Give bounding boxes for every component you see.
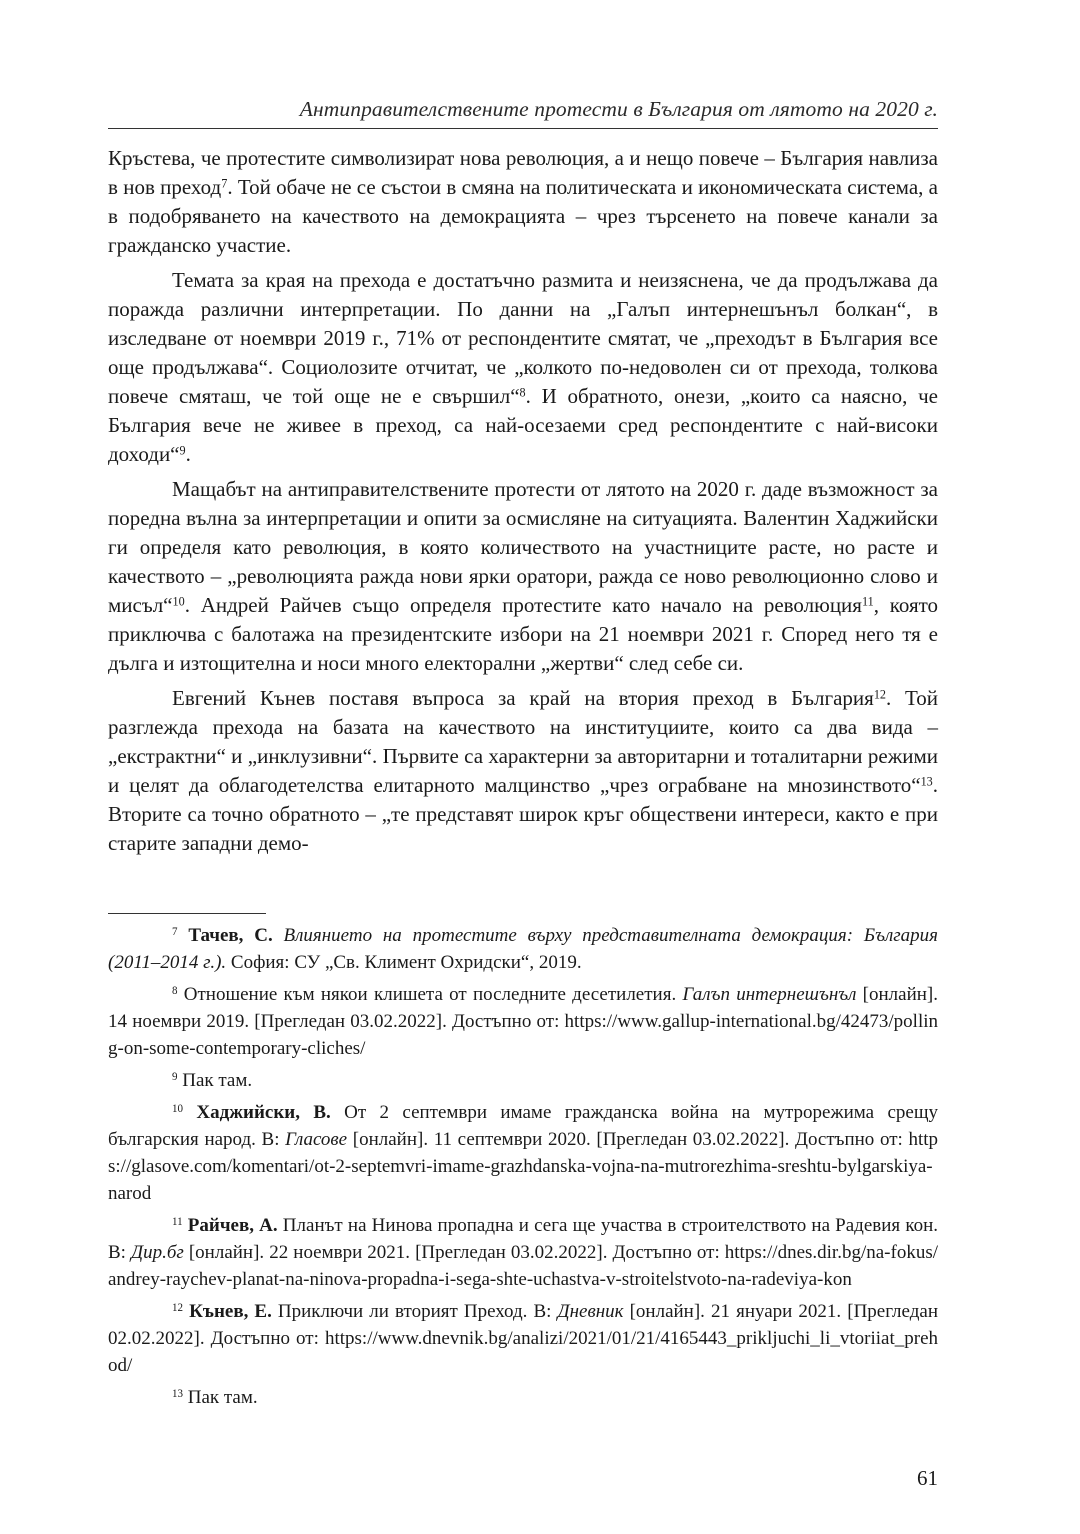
footnote-ref-12[interactable]: 12 bbox=[873, 687, 886, 702]
footnote-link[interactable]: https://dnes.dir.bg/na-fokus/andrey-raychev-planat-na-ninova-propadna-i-sega-shte-uchastva-v-stroitelstvoto-na-radeviya-kon bbox=[108, 1242, 938, 1290]
paragraph-3: Мащабът на антиправителствените протести от лятото на 2020 г. даде възможност за поредна вълна за интерпретации и опити за осмисляне на ситуацията. Валентин Хаджийски ги определя като революция, в която количеството на участниците расте, но расте и качеството – „революцията ражда нови ярки оратори, ражда се ново революционно слово и мисъл“$^{10}$. Андрей Райчев също определя протестите като начало на революция$^{11}$, която приключва с балотажа на президентските избори на 21 ноември 2021 г. Според него тя е дълга и изтощителна и носи много електорални „жертви“ след себе си. bbox=[108, 477, 939, 675]
footnote-8: $^8$ Отношение към някои клишета от последните десетилетия. Галъп интернешънъл [онлайн]. 14 ноември 2019. [Прегледан 03.02.2022]. Достъпно от: https://www.gallup-international.bg/42473/polling-on-some-contemporary-cliches/ bbox=[108, 984, 938, 1059]
footnote-ref-8[interactable]: 8 bbox=[519, 385, 526, 400]
footnote-ref-9[interactable]: 9 bbox=[179, 443, 186, 458]
footnote-9: $^9$ Пак там. bbox=[172, 1070, 253, 1091]
footnotes bbox=[108, 922, 938, 1416]
paragraph-2: Темата за края на прехода е достатъчно размита и неизяснена, че да продължава да поражда различни интерпретации. По данни на „Галъп интернешънъл болкан“, в изследване от ноември 2019 г., 71% от респондентите смятат, че „преходът в България все още продължава“. Социолозите отчитат, че „колкото по-недоволен си от прехода, толкова повече смяташ, че той още не е свършил“$^8$. И обратното, онези, „които са наясно, че България вече не живее в преход, са най-осезаеми сред респондентите с най-високи доходи“$^9$. bbox=[108, 268, 938, 466]
footnote-ref-10[interactable]: 10 bbox=[172, 594, 185, 609]
footnote-ref-11[interactable]: 11 bbox=[861, 594, 874, 609]
footnote-link[interactable]: https://glasove.com/komentari/ot-2-septemvri-imame-grazhdanska-vojna-na-mutrorezhima-sreshtu-bylgarskiya-narod bbox=[108, 1129, 938, 1204]
footnote-11: $^{11}$ Райчев, А. Планът на Нинова пропадна и сега ще участва в строителството на Радевия кон. В: Дир.бг [онлайн]. 22 ноември 2021. [Прегледан 03.02.2022]. Достъпно от: https://dnes.dir.bg/na-fokus/andrey-raychev-planat-na-ninova-propadna-i-sega-shte-uchastva-v-stroitelstvoto-na-radeviya-kon bbox=[108, 1215, 939, 1290]
footnote-10: $^{10}$ Хаджийски, В. От 2 септември имаме гражданска война на мутрорежима срещу българския народ. В: Гласове [онлайн]. 11 септември 2020. [Прегледан 03.02.2022]. Достъпно от: https://glasove.com/komentari/ot-2-septemvri-imame-grazhdanska-vojna-na-mutrorezhima-sreshtu-bylgarskiya-narod bbox=[108, 1102, 938, 1204]
running-title: Антиправителствените протести в България от лятото на 2020 г. bbox=[299, 97, 938, 121]
footnote-divider bbox=[108, 913, 266, 914]
main-text bbox=[108, 144, 938, 858]
paragraph-1: Кръстева, че протестите символизират нова революция, а и нещо повече – България навлиза в нов преход$^7$. Той обаче не се състои в смяна на политическата и икономическата система, а в подобряването на качеството на демокрацията – чрез търсенето на повече канали за гражданско участие. bbox=[108, 146, 938, 257]
footnote-link[interactable]: https://www.gallup-international.bg/42473/polling-on-some-contemporary-cliches/ bbox=[108, 1011, 938, 1059]
footnote-12: $^{12}$ Кънев, Е. Приключи ли вторият Преход. В: Дневник [онлайн]. 21 януари 2021. [Прегледан 02.02.2022]. Достъпно от: https://www.dnevnik.bg/analizi/2021/01/21/4165443_prikljuchi_li_vtoriiat_prehod/ bbox=[108, 1301, 938, 1376]
footnote-13: $^{13}$ Пак там. bbox=[172, 1387, 258, 1408]
footnote-ref-13[interactable]: 13 bbox=[920, 774, 933, 789]
footnote-7: $^7$ Тачев, С. Влиянието на протестите върху представителната демокрация: България (2011–2014 г.). София: СУ „Св. Климент Охридски“, 2019. bbox=[108, 925, 938, 973]
footnote-link[interactable]: https://www.dnevnik.bg/analizi/2021/01/21/4165443_prikljuchi_li_vtoriiat_prehod/ bbox=[108, 1328, 938, 1376]
header-divider bbox=[108, 128, 938, 129]
paragraph-4: Евгений Кънев поставя въпроса за край на втория преход в България$^{12}$. Той разглежда прехода на базата на качеството на институциите, които са два вида – „екстрактни“ и „инклузивни“. Първите са характерни за авторитарни и тоталитарни режими и целят да облагодетелства елитарното малцинство „чрез ограбване на мнозинството“$^{13}$. Вторите са точно обратното – „те представят широк кръг обществени интереси, както е при старите западни демо- bbox=[108, 686, 938, 855]
page-number: 61 bbox=[917, 1466, 938, 1490]
footnote-ref-7[interactable]: 7 bbox=[221, 176, 228, 191]
